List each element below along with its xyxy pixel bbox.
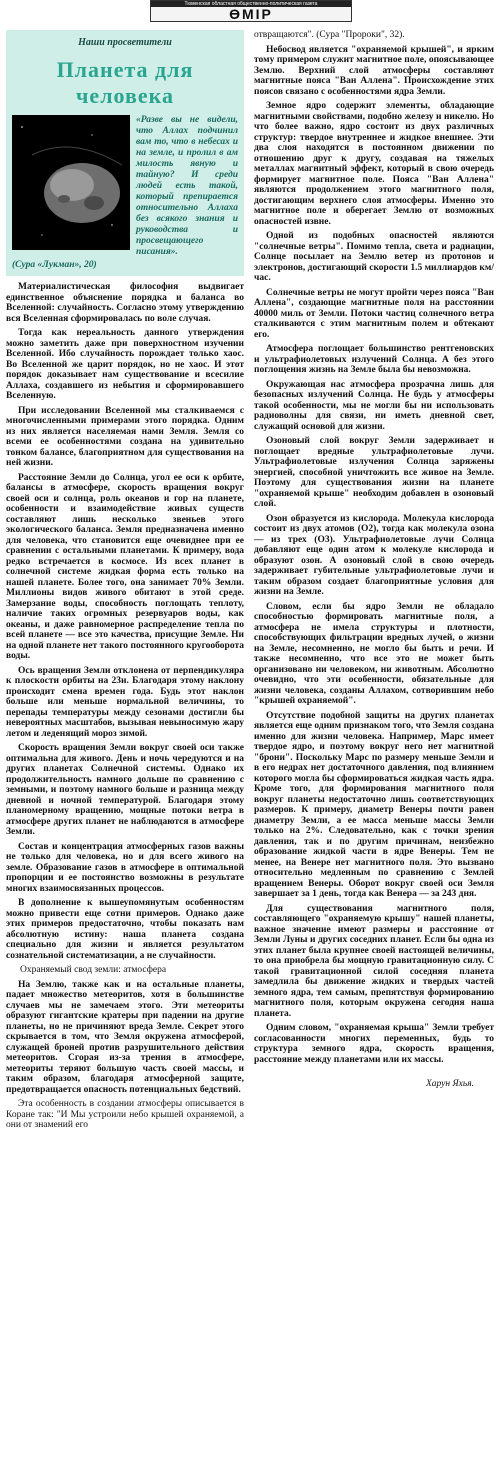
right-column [254,30,494,1094]
paragraph: отвращаются". (Сура "Пророки", 32). [254,30,405,40]
paragraph: Состав и концентрация атмосферных газов важны не только для человека, но и для всего живого на земле. Образование газов в атмосфере в оптимальной пропорции и ее постоянство возможны в результате многих взаимосвязанных процессов. [6,841,244,894]
paragraph: Одним словом, "охраняемая крыша" Земли требует согласованности многих переменных, будь то структура земного ядра, скорость вращения, расстояние между планетами или их массы. [254,1023,494,1065]
section-subheading: Охраняемый свод земли: атмосфера [20,965,167,975]
paragraph: Для существования магнитного поля, составляющего "охраняемую крышу" нашей планеты, важное значение имеют размеры и расстояние от Земли Луны и других соседних планет. Если бы одна из этих планет была крупнее своей настоящей величины, то она приобрела бы мощную гравитационную силу. С такой гравитационной силой соседняя планета замедлила бы движение жидких и твердых частей земного ядра, тем самым, препятствуя формированию магнитного поля, которым окружена сегодня наша планета. [254,903,494,1019]
article-title: Планета для человека [56,56,194,108]
newspaper-name: ӨМІР [229,6,273,22]
paragraph: Небосвод является "охраняемой крышей", и ярким тому примером служит магнитное поле, опоясывающее Землю. Верхний слой атмосферы составляют магнитные пояса "Ван Аллена". Происхождение этих поясов связано с особенностями ядра Земли. [254,44,494,97]
epigraph-quote: «Разве вы не видели, что Аллах подчинил вам то, что в небесах и на земле, и пролил в ам милость явную и тайную? И среди людей есть такой, который препирается относительно Аллаха без всякого знания и руководства и просвещающего писания». [136,114,238,257]
epigraph-source: (Сура «Лукман», 20) [12,259,97,270]
paragraph: На Землю, также как и на остальные планеты, падает множество метеоритов, хотя в большинстве случаев мы не замечаем этого. Эти метеориты образуют гигантские кратеры при падении на другие планеты, но не причиняют вреда Земле. Секрет этого скрывается в том, что Земля окружена атмосферой, служащей броней против разрушительного действия метеоритов. Сгорая из-за трения в атмосфере, метеориты теряют большую часть своей массы, и таким образом, благодаря атмосферной защите, предотвращается опасность потенциальных бедствий. [6,979,244,1095]
paragraph: Солнечные ветры не могут пройти через пояса "Ван Аллена", создающие магнитные поля на расстоянии 40000 миль от Земли. Потоки частиц солнечного ветра сталкиваются с этим магнитным полем и обтекают его. [254,287,494,340]
paragraph: В дополнение к вышеупомянутым особенностям можно привести еще сотни примеров. Однако даже этих примеров предостаточно, чтобы показать нам абсолютную истину: наша планета создана специально для жизни и является результатом сознательной систематизации, а не случайности. [6,898,244,961]
paragraph: При исследовании Вселенной мы сталкиваемся с многочисленными примерами этого порядка. Одним из них является населяемая нами Земля. Земля со всеми ее особенностями создана на удивительно тонком балансе, благоприятном для существования на ней жизни. [6,405,244,468]
paragraph: Расстояние Земли до Солнца, угол ее оси к орбите, балансы в атмосфере, скорость вращения вокруг своей оси и солнца, роль океанов и гор на планете, особенности и взаимодействие живых существ составляют лишь несколько звеньев этого экологического баланса. Земля предназначена именно для человека, что становится еще очевиднее при ее сравнении с остальными планетами. К примеру, вода редко встречается в космосе. Из всех планет в солнечной системе жидкая форма есть только на нашей планете. Более того, она занимает 70% Земли. Миллионы видов живого обитают в этой среде. Замерзание воды, способность поглощать теплоту, наличие таких огромных резервуаров воды, как океаны, и даже равномерное распределение тепла по всей планете — все это качества, присущие Земле. Ни на одной планете нет такого постоянного кругооборота воды. [6,472,244,661]
article-header-block [6,30,244,276]
paragraph: Озоновый слой вокруг Земли задерживает и поглощает вредные ультрафиолетовые лучи. Ультрафиолетовые излучения Солнца заряжены энергией, способной уничтожить все живое на Земле. Поэтому для существования жизни на планете "охраняемой крыше" необходим добавлен в озоновый слой. [254,436,494,509]
paragraph: Эта особенность в создании атмосферы описывается в Коране так: "И Мы устроили небо крышей охраняемой, а они от знамений его [6,1099,244,1130]
paragraph: Окружающая нас атмосфера прозрачна лишь для безопасных излучений Солнца. Не будь у атмосферы такой особенности, мы не могли бы ни использовать радиоволны для связи, ни иметь дневной свет, служащий основой для жизни. [254,379,494,432]
planet-in-space-icon [12,115,130,250]
paragraph: Озон образуется из кислорода. Молекула кислорода состоит из двух атомов (О2), тогда как молекула озона — из трех (О3). Ультрафиолетовые лучи Солнца добавляют еще один атом к молекуле кислорода и образуют озон. А озоновый слой в свою очередь задерживает губительные ультрафиолетовые лучи и таким образом создает благоприятные условия для жизни на Земле. [254,513,494,597]
masthead-subtitle: Тюменская областная общественно-политическая газета [151,1,351,7]
paragraph: Ось вращения Земли отклонена от перпендикуляра к плоскости орбиты на 23и. Благодаря этому наклону происходит смена времен года. Будь этот наклон больше или меньше нормальной величины, то перепады температуры между сезонами достигли бы невероятных масштабов, вызывая невыносимую жару летом и леденящий мороз зимой. [6,665,244,739]
epigraph-block [12,115,238,271]
author-signature: Харун Яхья. [425,1079,474,1089]
paragraph: Скорость вращения Земли вокруг своей оси также оптимальна для живого. День и ночь чередуются и на других планетах Солнечной системы. Однако их продолжительность намного дольше по сравнению с земными, и поэтому намного больше и разница между дневной и ночной температурой. Благодаря этому планомерному вращению, мощные потоки ветра в атмосфере других планет не наблюдаются в атмосфере Земли. [6,743,244,837]
paragraph: Материалистическая философия выдвигает единственное объяснение порядка и баланса во Вселенной: случайность. Согласно этому утверждению вся Вселенная сформировалась по воле случая. [6,282,244,324]
paragraph: Словом, если бы ядро Земли не обладало способностью формировать магнитные поля, а атмосфера не имела структуры и плотности, способствующих фильтрации вредных лучей, о жизни на Земле, несомненно, не могло бы быть и речи. И также несомненно, что все это не может быть организовано ни человеком, ни животным. Абсолютно очевидно, что эти особенности, обязательные для жизни человека, созданы Аллахом, сотворившим небо "крышей охраняемой". [254,601,494,706]
left-column [6,30,244,1135]
paragraph: Тогда как нереальность данного утверждения можно заметить даже при поверхностном изучении Вселенной. Ибо случайность порождает только хаос. Во Вселенной же царит порядок, но не хаос. И этот порядок доказывает нам существование и всесилие Аллаха, создавшего из небытия и сформировавшего Вселенную. [6,328,244,401]
paragraph: Одной из подобных опасностей являются "солнечные ветры". Помимо тепла, света и радиации, Солнце посылает на Землю ветер из протонов и электронов, достигающий скорости 1.5 миллиардов км/час. [254,231,494,283]
rubric: Наши просветители [78,37,172,48]
paragraph: Земное ядро содержит элементы, обладающие магнитными свойствами, подобно железу и никелю. Но что более важно, ядро состоит из двух различных структур: твердое внутреннее и жидкое внешнее. Эти два слоя находятся в постоянном движении по отношению друг к другу, создавая на тяжелых металлах магнитный эффект, который в свою очередь формирует магнитное поле. Пояса "Ван Аллена" являются продолжением этого магнитного поля, достигающим верхнего слоя атмосферы. Именно это магнитное поле и оберегает Землю от возможных опасностей извне. [254,101,494,227]
paragraph: Отсутствие подобной защиты на других планетах является еще одним признаком того, что Земля создана именно для жизни человека. Например, Марс имеет твердое ядро, и поэтому вокруг него нет магнитной "брони". Поскольку Марс по размеру меньше Земли и в его недрах нет достаточного давления, под влиянием которого могла бы сформироваться жидкая часть ядра. Кроме того, для формирования магнитного поля вокруг планеты недостаточно лишь соответствующих размеров. К примеру, диаметр Венеры почти равен диаметру Земли, а ее масса меньше массы Земли только на 2%. Следовательно, как с точки зрения давления, так и по другим причинам, неизбежно образование жидкой части в ядре Венеры. Тем не менее, на Венере нет магнитного поля. Это вызвано относительно медленным по сравнению с Землей вращением Венеры. Оборот вокруг своей оси Земля завершает за 1 день, тогда как Венера — за 243 дня. [254,710,494,899]
paragraph: Атмосфера поглощает большинство рентгеновских и ультрафиолетовых излучений Солнца. А без этого поглощения жизнь на Земле была бы невозможна. [254,344,494,375]
newspaper-masthead [150,0,352,22]
